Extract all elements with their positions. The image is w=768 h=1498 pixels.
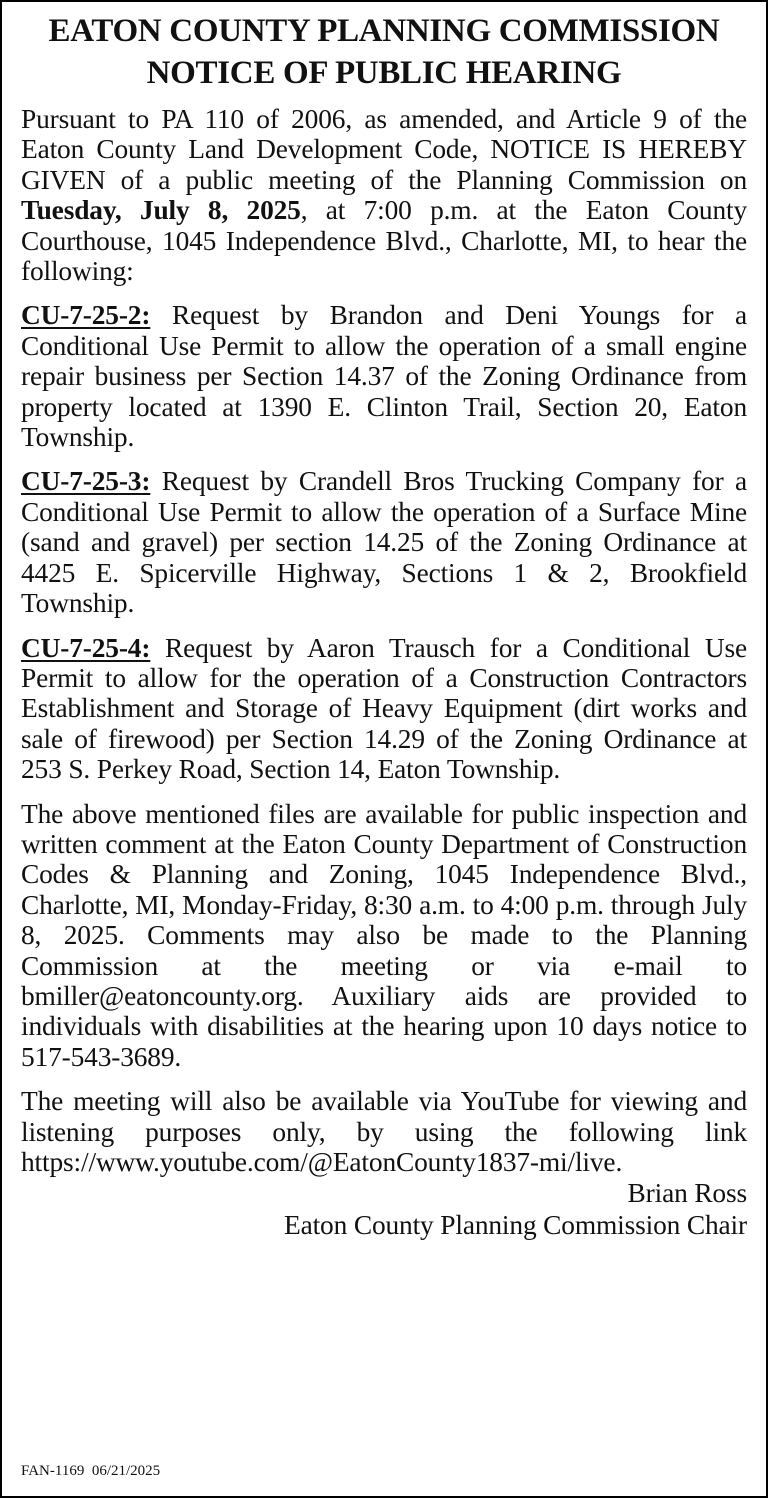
case-description: Request by Aaron Trausch for a Conditional Use Permit to allow for the operation of a Construction Contractors Establishment and Storage of Heavy Equipment (dirt works and sale of firewood) per Section 14.29 of the Zoning Ordinance at 253 S. Perkey Road, Section 14, Eaton Township. <box>21 632 747 785</box>
availability-paragraph: The above mentioned files are available for public inspection and written comment at the Eaton County Department of Construction Codes & Planning and Zoning, 1045 Independence Blvd., Charlotte, MI, Monday-Friday, 8:30 a.m. to 4:00 p.m. through July 8, 2025. Comments may also be made to the Planning Commission at the meeting or via e-mail to bmiller@eatoncounty.org. Auxiliary aids are provided to individuals with disabilities at the hearing upon 10 days notice to 517-543-3689. <box>21 798 747 1072</box>
case-description: Request by Crandell Bros Trucking Company for a Conditional Use Permit to allow the operation of a Surface Mine (sand and gravel) per section 14.25 of the Zoning Ordinance at 4425 E. Spicerville Highway, Sections 1 & 2, Brookfield Township. <box>21 466 747 619</box>
hearing-date: Tuesday, July 8, 2025 <box>21 195 301 226</box>
case-paragraph <box>21 300 747 452</box>
case-description: Request by Brandon and Deni Youngs for a Conditional Use Permit to allow the operation of a small engine repair business per Section 14.37 of the Zoning Ordinance from property located at 1390 E. Clinton Trail, Section 20, Eaton Township. <box>21 300 747 453</box>
notice-title-line2: NOTICE OF PUBLIC HEARING <box>146 55 622 91</box>
intro-text-before: Pursuant to PA 110 of 2006, as amended, and Article 9 of the Eaton County Land Development Code, NOTICE IS HEREBY GIVEN of a public meeting of the Planning Commission on <box>21 104 747 195</box>
signature-name: Brian Ross <box>627 1178 747 1209</box>
intro-paragraph <box>21 104 747 286</box>
case-id: CU-7-25-2: <box>21 300 151 331</box>
case-paragraph <box>21 466 747 618</box>
signature-title: Eaton County Planning Commission Chair <box>284 1210 747 1241</box>
notice-title-line1: EATON COUNTY PLANNING COMMISSION <box>48 13 720 49</box>
case-paragraph <box>21 633 747 785</box>
youtube-paragraph: The meeting will also be available via YouTube for viewing and listening purposes only, by using the following link https://www.youtube.com/@EatonCounty1837-mi/live. <box>21 1086 747 1177</box>
publication-code: FAN-1169 06/21/2025 <box>21 1463 161 1479</box>
intro-text-after: , at 7:00 p.m. at the Eaton County Courthouse, 1045 Independence Blvd., Charlotte, MI, to hear the following: <box>21 195 747 287</box>
case-id: CU-7-25-4: <box>21 632 151 663</box>
case-id: CU-7-25-3: <box>21 466 151 497</box>
